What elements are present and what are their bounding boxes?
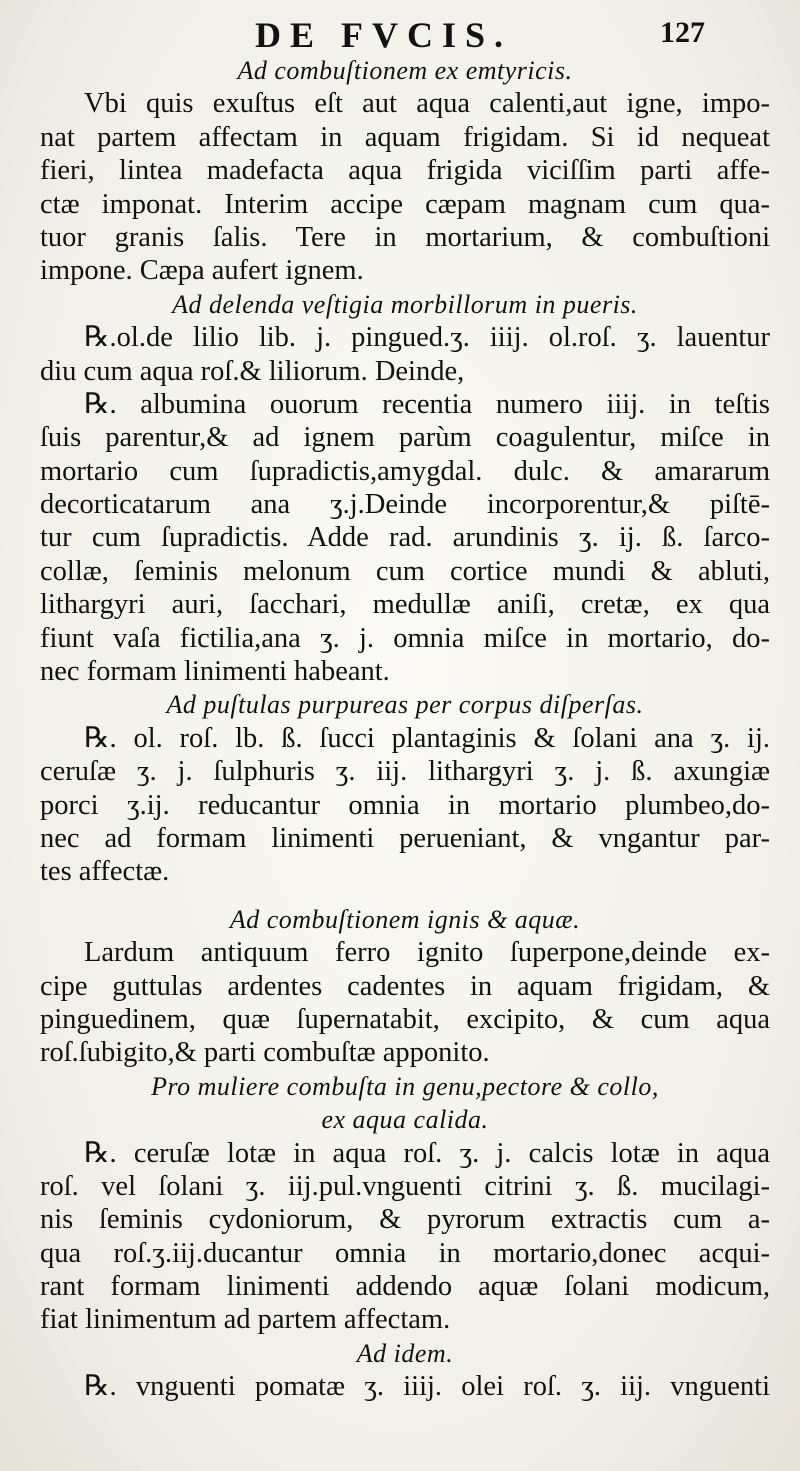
text-line: decorticatarum ana ʒ.j.Deinde incorporentur,& piſtē-	[40, 489, 770, 521]
text-line: rant formam linimenti addendo aquæ ſolani modicum,	[40, 1271, 770, 1303]
text-line: Vbi quis exuſtus eſt aut aqua calenti,aut igne, impo-	[84, 88, 770, 120]
section-heading: Pro muliere combuſta in genu,pectore & collo,	[151, 1071, 659, 1101]
text-line: nis ſeminis cydoniorum, & pyrorum extractis cum a-	[40, 1204, 770, 1236]
text-line: ℞. ol. roſ. lb. ß. ſucci plantaginis & ſolani ana ʒ. ij.	[84, 722, 770, 754]
text-line: nec ad formam linimenti perueniant, & vngantur par-	[40, 822, 770, 854]
running-title: DE FVCIS.	[255, 15, 513, 55]
text-line: ctæ imponat. Interim accipe cæpam magnam cum qua-	[40, 188, 770, 220]
text-line: nec formam linimenti habeant.	[40, 656, 390, 688]
text-line: fieri, lintea madefacta aqua frigida viciſſim parti affe-	[40, 155, 770, 187]
text-line: impone. Cæpa aufert ignem.	[40, 255, 364, 287]
text-line: ℞. vnguenti pomatæ ʒ. iiij. olei roſ. ʒ. iij. vnguenti	[84, 1371, 770, 1403]
text-line: ſuis parentur,& ad ignem parùm coagulentur, miſce in	[40, 422, 770, 454]
text-line: tes affectæ.	[40, 856, 170, 888]
section-heading: Ad puſtulas purpureas per corpus diſperſas.	[166, 690, 644, 720]
text-line: tur cum ſupradictis. Adde rad. arundinis ʒ. ij. ß. ſarco-	[40, 522, 770, 554]
section-heading: Ad combuſtionem ex emtyricis.	[237, 56, 573, 85]
section-heading: Ad delenda veſtigia morbillorum in pueris.	[172, 289, 638, 319]
text-line: porci ʒ.ij. reducantur omnia in mortario plumbeo,do-	[40, 789, 770, 821]
section-heading: Ad idem.	[356, 1338, 454, 1368]
text-line: cipe guttulas ardentes cadentes in aquam frigidam, &	[40, 970, 770, 1002]
text-line: tuor granis ſalis. Tere in mortarium, & combuſtioni	[40, 221, 770, 253]
text-line: qua roſ.ʒ.iij.ducantur omnia in mortario,donec acqui-	[40, 1237, 770, 1269]
text-line: ℞. albumina ouorum recentia numero iiij. in teſtis	[84, 388, 770, 420]
section-heading-continued: ex aqua calida.	[321, 1105, 489, 1135]
text-line: fiat linimentum ad partem affectam.	[40, 1304, 451, 1336]
text-line: roſ.ſubigito,& parti combuſtæ apponito.	[40, 1037, 490, 1069]
text-line: nat partem affectam in aquam frigidam. Si id nequeat	[40, 121, 770, 153]
text-line: ℞.ol.de lilio lib. j. pingued.ʒ. iiij. ol.roſ. ʒ. lauentur	[84, 322, 770, 354]
page-number: 127	[660, 16, 705, 49]
text-line: diu cum aqua roſ.& liliorum. Deinde,	[40, 355, 465, 387]
text-line: pinguedinem, quæ ſupernatabit, excipito, & cum aqua	[40, 1003, 770, 1035]
text-line: collæ, ſeminis melonum cum cortice mundi & abluti,	[40, 555, 770, 587]
text-line: ceruſæ ʒ. j. ſulphuris ʒ. iij. lithargyri ʒ. j. ß. axungiæ	[40, 756, 770, 788]
text-block	[40, 54, 770, 1404]
text-line: fiunt vaſa fictilia,ana ʒ. j. omnia miſce in mortario, do-	[40, 622, 770, 654]
running-head	[0, 10, 800, 54]
section-heading: Ad combuſtionem ignis & aquæ.	[229, 904, 581, 934]
text-line: mortario cum ſupradictis,amygdal. dulc. & amararum	[40, 455, 770, 487]
text-line: ℞. ceruſæ lotæ in aqua roſ. ʒ. j. calcis lotæ in aqua	[84, 1137, 770, 1169]
text-line: roſ. vel ſolani ʒ. iij.pul.vnguenti citrini ʒ. ß. mucilagi-	[40, 1170, 770, 1202]
text-line: Lardum antiquum ferro ignito ſuperpone,deinde ex-	[84, 937, 770, 969]
text-line: lithargyri auri, ſacchari, medullæ aniſi, cretæ, ex qua	[40, 589, 770, 621]
